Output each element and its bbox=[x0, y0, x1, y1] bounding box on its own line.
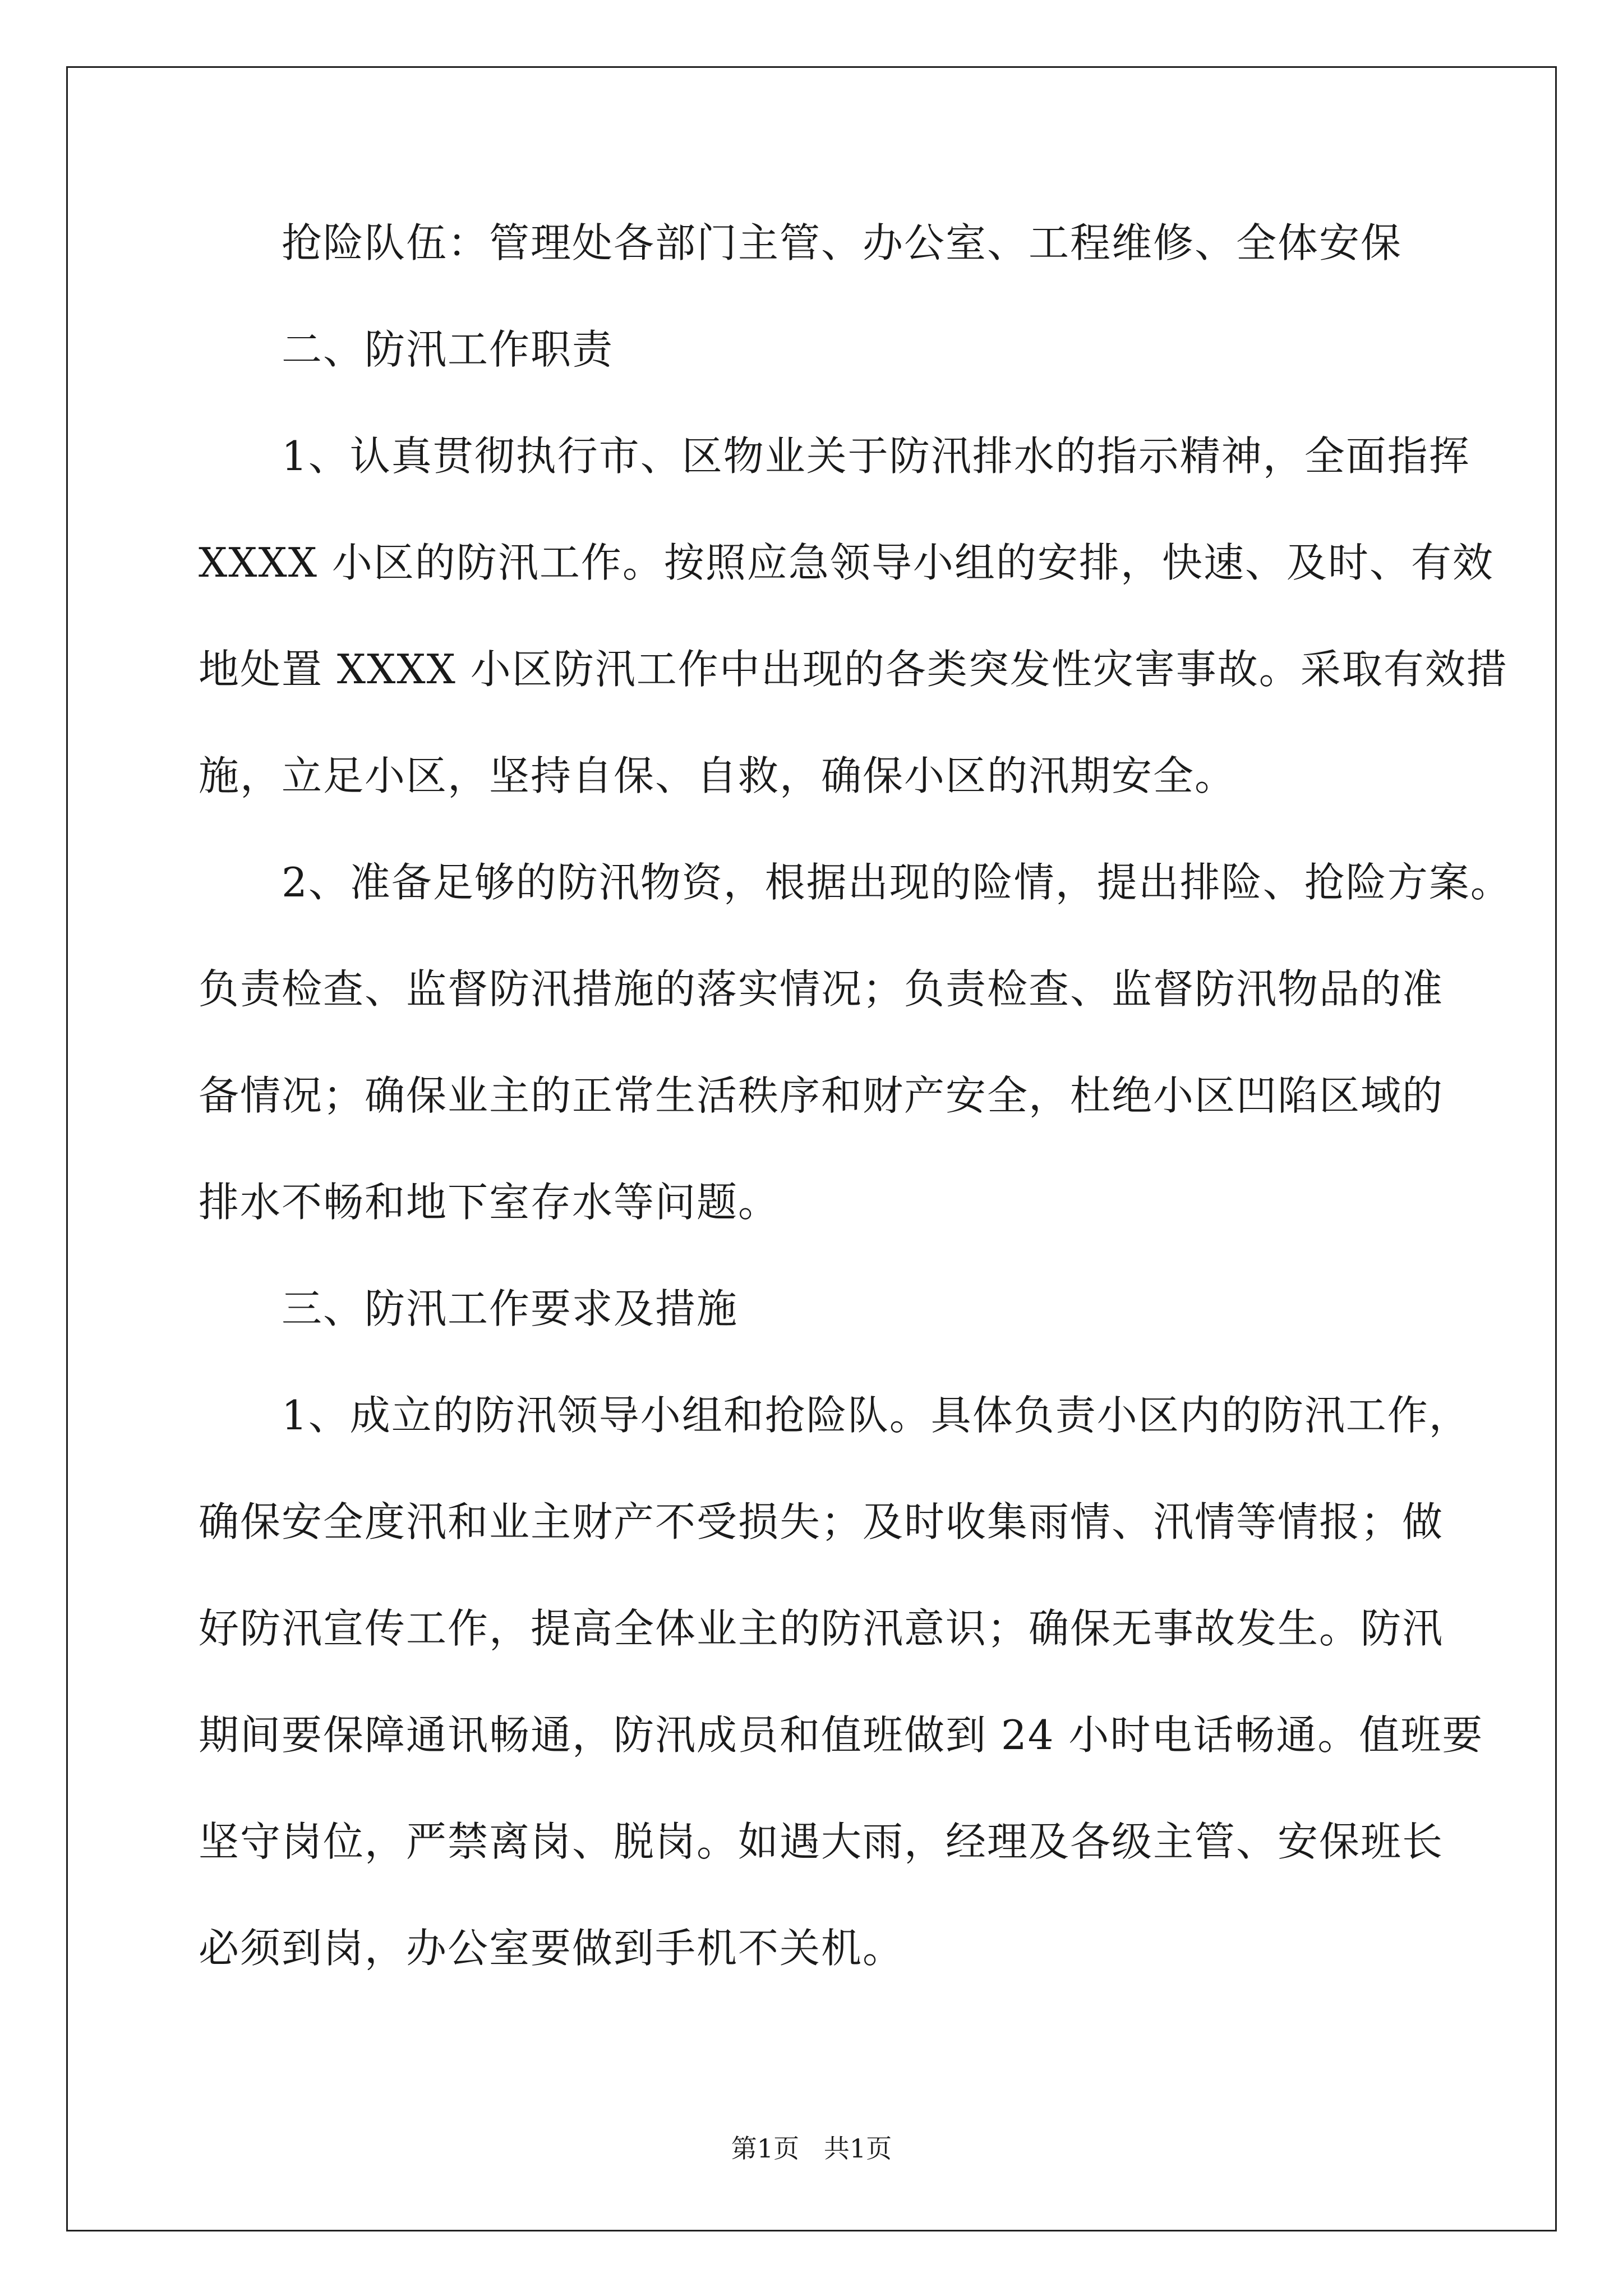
paragraph-2-1-line-4: 施，立足小区，坚持自保、自救，确保小区的汛期安全。 bbox=[199, 752, 1237, 799]
paragraph-2-1-line-1: 1、认真贯彻执行市、区物业关于防汛排水的指示精神，全面指挥 bbox=[282, 432, 1470, 480]
paragraph-2-2-line-3: 备情况；确保业主的正常生活秩序和财产安全，杜绝小区凹陷区域的 bbox=[199, 1072, 1444, 1119]
paragraph-3-1-line-2: 确保安全度汛和业主财产不受损失；及时收集雨情、汛情等情报；做 bbox=[199, 1498, 1444, 1545]
heading-section-3: 三、防汛工作要求及措施 bbox=[282, 1285, 739, 1332]
paragraph-3-1-line-4: 期间要保障通讯畅通，防汛成员和值班做到 24 小时电话畅通。值班要 bbox=[199, 1711, 1484, 1759]
paragraph-2-1-line-3: 地处置 XXXX 小区防汛工作中出现的各类突发性灾害事故。采取有效措 bbox=[199, 646, 1508, 693]
paragraph-3-1-line-6: 必须到岗，办公室要做到手机不关机。 bbox=[199, 1925, 905, 1972]
page-border bbox=[66, 66, 1557, 2231]
paragraph-3-1-line-1: 1、成立的防汛领导小组和抢险队。具体负责小区内的防汛工作， bbox=[282, 1392, 1470, 1439]
paragraph-2-2-line-4: 排水不畅和地下室存水等问题。 bbox=[199, 1179, 780, 1226]
paragraph-rescue-team: 抢险队伍：管理处各部门主管、办公室、工程维修、全体安保 bbox=[282, 219, 1403, 266]
page-number-footer: 第1页 共1页 bbox=[731, 2133, 892, 2164]
paragraph-2-2-line-1: 2、准备足够的防汛物资，根据出现的险情，提出排险、抢险方案。 bbox=[282, 859, 1512, 906]
paragraph-3-1-line-5: 坚守岗位，严禁离岗、脱岗。如遇大雨，经理及各级主管、安保班长 bbox=[199, 1818, 1444, 1865]
paragraph-2-1-line-2: XXXX 小区的防汛工作。按照应急领导小组的安排，快速、及时、有效 bbox=[199, 539, 1494, 586]
paragraph-3-1-line-3: 好防汛宣传工作，提高全体业主的防汛意识；确保无事故发生。防汛 bbox=[199, 1605, 1444, 1652]
heading-section-2: 二、防汛工作职责 bbox=[282, 326, 614, 373]
paragraph-2-2-line-2: 负责检查、监督防汛措施的落实情况；负责检查、监督防汛物品的准 bbox=[199, 965, 1444, 1013]
